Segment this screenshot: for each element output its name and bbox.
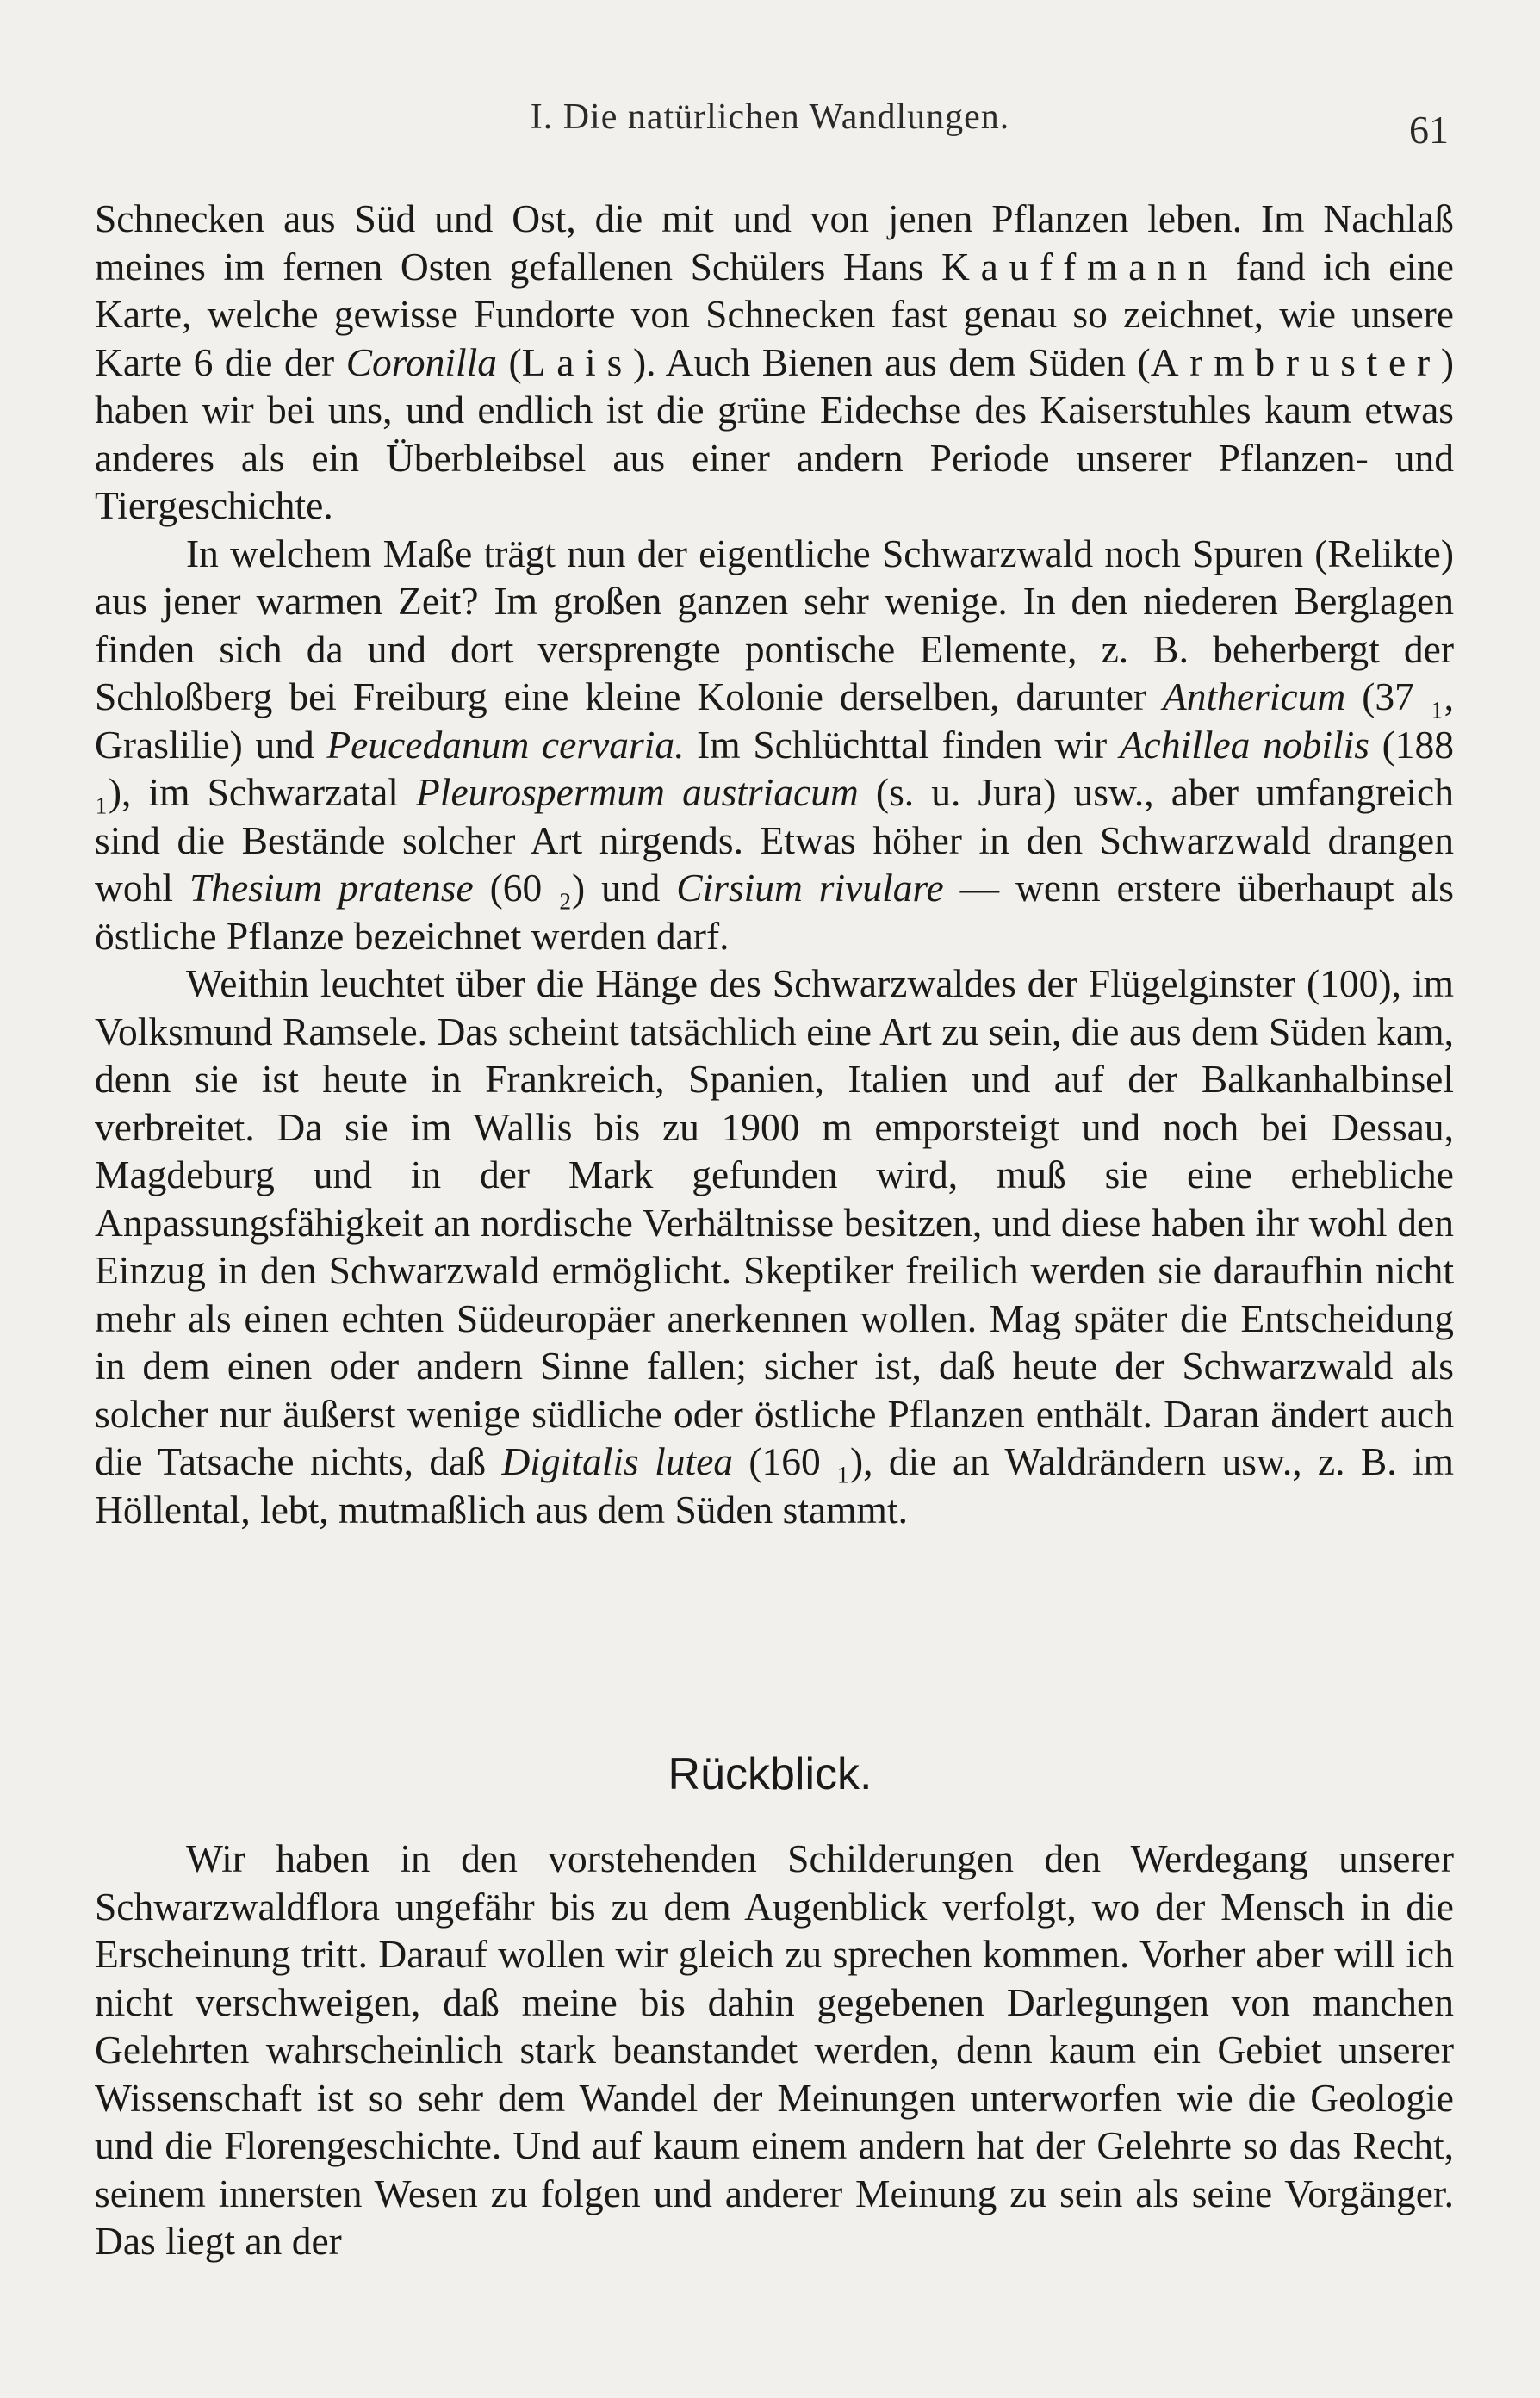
author-name: Kauffmann	[941, 244, 1219, 289]
species-name: Achillea nobilis	[1119, 722, 1369, 767]
body-text-block	[95, 195, 1454, 1533]
author-name: Armbruster	[1150, 339, 1441, 384]
paragraph-2: In welchem Maße trägt nun der eigentliche Schwarzwald noch Spuren (Relikte) aus jener warmen Zeit? Im großen ganzen sehr wenige. In den niederen Berglagen finden sich da und dort versprengte pontische Elemente, z. B. beherbergt der Schloßberg bei Freiburg eine kleine Kolonie derselben, darunter Anthericum (37 ₁, Graslilie) und Peucedanum cervaria. Im Schlüchttal finden wir Achillea nobilis (188 ₁), im Schwarzatal Pleurospermum austriacum (s. u. Jura) usw., aber umfangreich sind die Bestände solcher Art nirgends. Etwas höher in den Schwarzwald drangen wohl Thesium pratense (60 ₂) und Cirsium rivulare — wenn erstere überhaupt als östliche Pflanze bezeichnet werden darf.	[95, 531, 1455, 958]
body-text-block-2	[95, 1835, 1454, 2265]
species-name: Cirsium rivulare	[676, 866, 944, 910]
author-name: Lais	[521, 339, 634, 384]
paragraph-4: Wir haben in den vorstehenden Schilderungen den Werdegang unserer Schwarzwaldflora ungefähr bis zu dem Augenblick verfolgt, wo der Mensch in die Erscheinung tritt. Darauf wollen wir gleich zu sprechen kommen. Vorher aber will ich nicht verschweigen, daß meine bis dahin gegebenen Darlegungen von manchen Gelehrten wahrscheinlich stark beanstandet werden, denn kaum ein Gebiet unserer Wissenschaft ist so sehr dem Wandel der Meinungen unterworfen wie die Geologie und die Florengeschichte. Und auf kaum einem andern hat der Gelehrte so das Recht, seinem innersten Wesen zu folgen und anderer Meinung zu sein als seine Vorgänger. Das liegt an der	[95, 1836, 1454, 2263]
species-name: Pleurospermum austriacum	[416, 770, 859, 814]
paragraph-3: Weithin leuchtet über die Hänge des Schwarzwaldes der Flügelginster (100), im Volksmund Ramsele. Das scheint tatsächlich eine Art zu sein, die aus dem Süden kam, denn sie ist heute in Frankreich, Spanien, Italien und auf der Balkanhalbinsel verbreitet. Da sie im Wallis bis zu 1900 m emporsteigt und noch bei Dessau, Magdeburg und in der Mark gefunden wird, muß sie eine erhebliche Anpassungsfähigkeit an nordische Verhältnisse besitzen, und diese haben ihr wohl den Einzug in den Schwarzwald ermöglicht. Skeptiker freilich werden sie daraufhin nicht mehr als einen echten Südeuropäer anerkennen wollen. Mag später die Entscheidung in dem einen oder andern Sinne fallen; sicher ist, daß heute der Schwarzwald als solcher nur äußerst wenige südliche oder östliche Pflanzen enthält. Daran ändert auch die Tatsache nichts, daß Digitalis lutea (160 ₁), die an Waldrändern usw., z. B. im Höllental, lebt, mutmaßlich aus dem Süden stammt.	[95, 961, 1455, 1531]
species-name: Coronilla	[345, 339, 497, 384]
species-name: Digitalis lutea	[501, 1439, 734, 1483]
species-name: Anthericum	[1163, 674, 1346, 718]
section-heading: Rückblick.	[668, 1749, 872, 1799]
paragraph-1: Schnecken aus Süd und Ost, die mit und von jenen Pflanzen leben. Im Nachlaß meines im fernen Osten gefallenen Schülers Hans Kauffmann fand ich eine Karte, welche gewisse Fundorte von Schnecken fast genau so zeichnet, wie unsere Karte 6 die der Coronilla (Lais). Auch Bienen aus dem Süden (Armbruster) haben wir bei uns, und endlich ist die grüne Eidechse des Kaiserstuhles kaum etwas anderes als ein Überbleibsel aus einer andern Periode unserer Pflanzen- und Tiergeschichte.	[95, 196, 1455, 527]
page-number: 61	[1409, 108, 1449, 152]
species-name: Peucedanum cervaria.	[326, 722, 685, 767]
running-head: I. Die natürlichen Wandlungen.	[530, 97, 1010, 137]
species-name: Thesium pratense	[189, 866, 474, 910]
